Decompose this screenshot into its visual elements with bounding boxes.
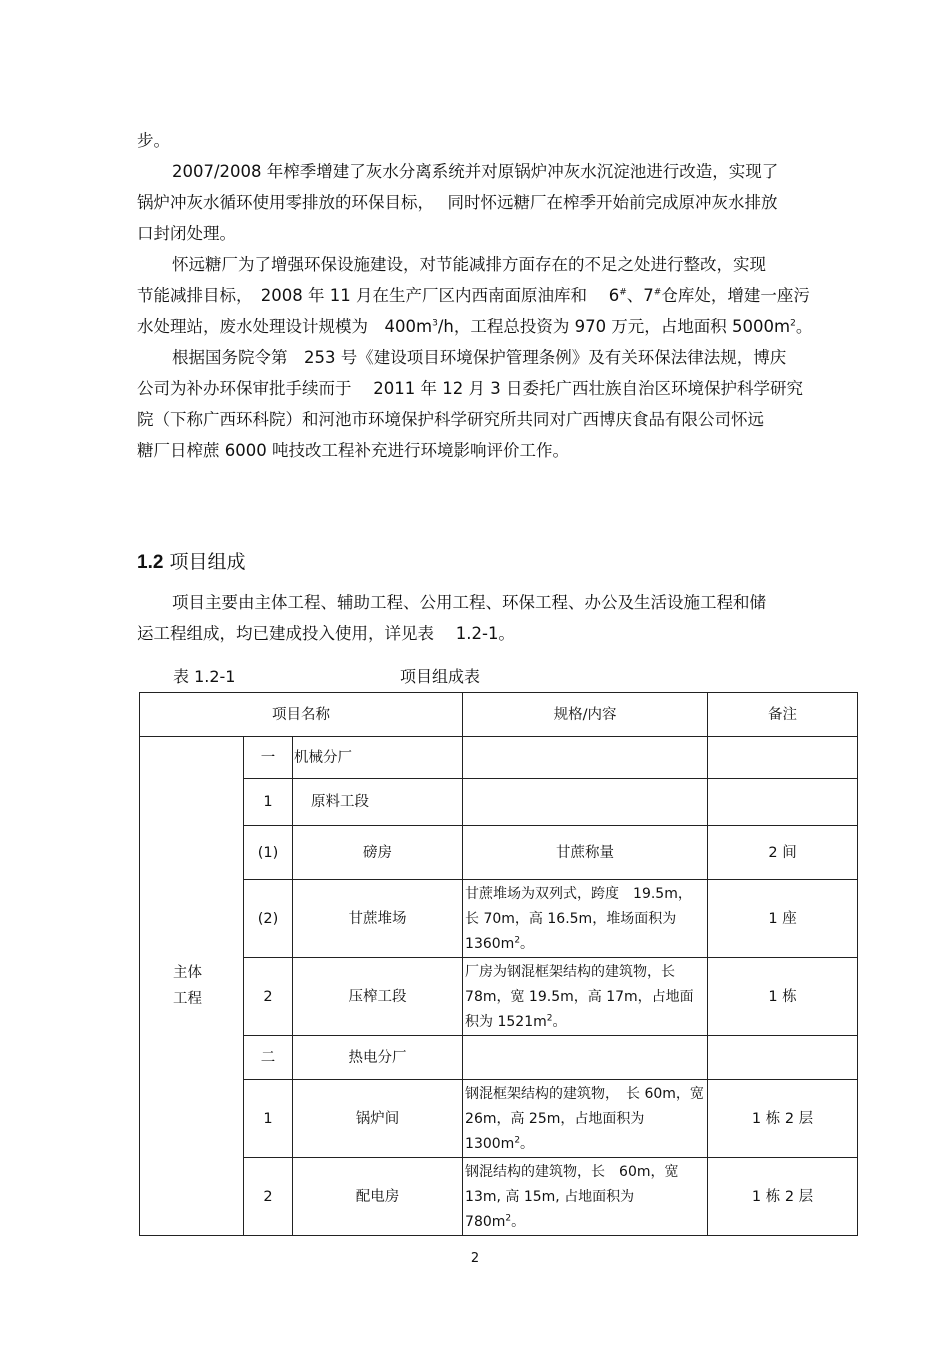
paragraph-line: 锅炉冲灰水循环使用零排放的环保目标， 同时怀远糖厂在榨季开始前完成原冲灰水排放 xyxy=(137,193,778,212)
table-header-row xyxy=(140,693,858,737)
table-row xyxy=(140,1080,858,1158)
row-spec xyxy=(463,1036,708,1080)
row-spec xyxy=(463,737,708,779)
row-spec xyxy=(463,779,708,826)
table-row xyxy=(140,1036,858,1080)
row-name: 磅房 xyxy=(293,826,463,880)
paragraph-line: 步。 xyxy=(137,131,170,150)
row-note: 1 栋 2 层 xyxy=(708,1080,858,1158)
row-spec: 甘蔗堆场为双列式，跨度 19.5m，长 70m，高 16.5m，堆场面积为 $1360m^2$。 xyxy=(463,880,708,958)
table-caption-title: 项目组成表 xyxy=(400,667,481,686)
paragraph-line: 公司为补办环保审批手续而于 2011 年 12 月 3 日委托广西壮族自治区环境保护科学研究 xyxy=(137,379,803,398)
row-name: 热电分厂 xyxy=(293,1036,463,1080)
row-index: 1 xyxy=(244,779,293,826)
page-number: 2 xyxy=(470,1251,480,1266)
table-row xyxy=(140,779,858,826)
header-spec: 规格/内容 xyxy=(463,693,708,737)
row-spec: 钢混结构的建筑物，长 60m，宽 13m, 高 15m, 占地面积为 $780m^2$。 xyxy=(463,1158,708,1236)
paragraph-line: 水处理站，废水处理设计规模为 $400m^3/h$，工程总投资为 970 万元，占地面积 $5000m^2$。 xyxy=(137,317,813,336)
row-index: 一 xyxy=(244,737,293,779)
paragraph-line: 怀远糖厂为了增强环保设施建设，对节能减排方面存在的不足之处进行整改，实现 xyxy=(172,255,766,274)
paragraph-line: 糖厂日榨蔗 6000 吨技改工程补充进行环境影响评价工作。 xyxy=(137,441,569,460)
row-note xyxy=(708,1036,858,1080)
table-row xyxy=(140,880,858,958)
row-note: 1 座 xyxy=(708,880,858,958)
table-caption-label: 表 1.2-1 xyxy=(173,667,236,686)
paragraph-line: 院（下称广西环科院）和河池市环境保护科学研究所共同对广西博庆食品有限公司怀远 xyxy=(137,410,764,429)
row-index: 2 xyxy=(244,1158,293,1236)
row-note xyxy=(708,737,858,779)
paragraph-line: 项目主要由主体工程、辅助工程、公用工程、环保工程、办公及生活设施工程和储 xyxy=(172,593,766,612)
header-project-name: 项目名称 xyxy=(140,693,463,737)
table-row xyxy=(140,958,858,1036)
row-note: 1 栋 xyxy=(708,958,858,1036)
row-index: 二 xyxy=(244,1036,293,1080)
row-index: 2 xyxy=(244,958,293,1036)
paragraph-line: 节能减排目标， 2008 年 11 月在生产厂区内西南面原油库和 6#、7#仓库处，增建一座污 xyxy=(137,286,810,305)
table-row xyxy=(140,1158,858,1236)
paragraph-line: 根据国务院令第 253 号《建设项目环境保护管理条例》及有关环保法律法规，博庆 xyxy=(172,348,787,367)
row-name: 压榨工段 xyxy=(293,958,463,1036)
row-index: (1) xyxy=(244,826,293,880)
section-title: 项目组成 xyxy=(163,551,246,573)
paragraph-line: 运工程组成，均已建成投入使用，详见表 1.2-1。 xyxy=(137,624,515,643)
row-name: 机械分厂 xyxy=(293,737,463,779)
row-spec: 钢混框架结构的建筑物， 长 60m，宽 26m，高 25m，占地面积为 $1300m^2$。 xyxy=(463,1080,708,1158)
row-name: 配电房 xyxy=(293,1158,463,1236)
row-note: 2 间 xyxy=(708,826,858,880)
row-name: 原料工段 xyxy=(293,779,463,826)
project-composition-table xyxy=(139,692,858,1236)
row-note: 1 栋 2 层 xyxy=(708,1158,858,1236)
paragraph-line: 2007/2008 年榨季增建了灰水分离系统并对原锅炉冲灰水沉淀池进行改造，实现了 xyxy=(172,162,779,181)
body-text-top xyxy=(137,125,857,466)
section-number: 1.2 xyxy=(137,552,164,573)
row-name: 甘蔗堆场 xyxy=(293,880,463,958)
header-note: 备注 xyxy=(708,693,858,737)
table-row xyxy=(140,826,858,880)
section-heading xyxy=(137,548,245,577)
group-cell-main-works: 主体 工程 xyxy=(140,737,244,1236)
row-name: 锅炉间 xyxy=(293,1080,463,1158)
row-spec: 甘蔗称量 xyxy=(463,826,708,880)
row-spec: 厂房为钢混框架结构的建筑物，长 78m，宽 19.5m，高 17m，占地面积为 $1521m^2$。 xyxy=(463,958,708,1036)
row-index: 1 xyxy=(244,1080,293,1158)
body-text-section xyxy=(137,587,857,649)
table-row xyxy=(140,737,858,779)
paragraph-line: 口封闭处理。 xyxy=(137,224,236,243)
row-note xyxy=(708,779,858,826)
row-index: (2) xyxy=(244,880,293,958)
